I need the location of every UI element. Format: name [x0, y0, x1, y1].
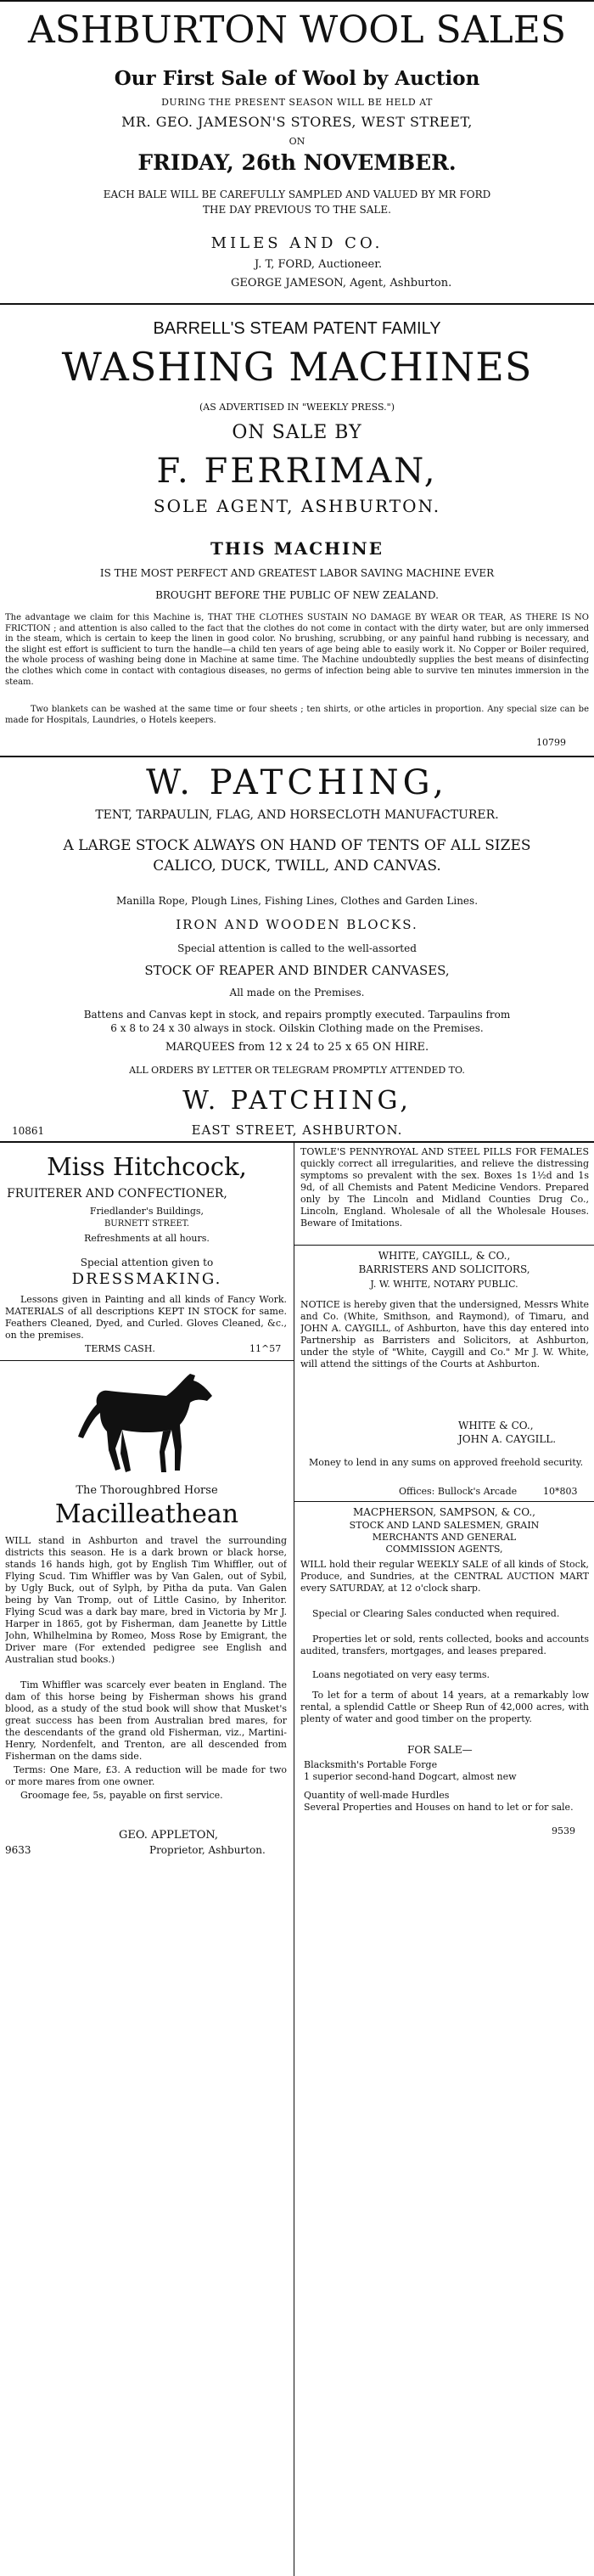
patching-title: W. PATCHING,: [146, 763, 448, 802]
washing-ref: 10799: [536, 737, 566, 748]
wool-date: FRIDAY, 26th NOVEMBER.: [137, 150, 457, 175]
macpherson-ref: 9539: [552, 1825, 575, 1836]
patching-canvases: STOCK OF REAPER AND BINDER CANVASES,: [144, 963, 450, 978]
horse-sig2: Proprietor, Ashburton.: [149, 1844, 266, 1856]
hitchcock-rule: [0, 1360, 294, 1361]
macpherson-body3: Properties let or sold, rents collected, books and accounts audited, transfers, mortgages, and leases prepared.: [300, 1634, 589, 1656]
horse-caption: The Thoroughbred Horse: [76, 1484, 218, 1497]
patching-blocks: IRON AND WOODEN BLOCKS.: [176, 917, 418, 932]
horse-illustration: [71, 1370, 221, 1479]
macpherson-item4: Several Properties and Houses on hand to let or for sale.: [304, 1802, 574, 1813]
wool-intro: DURING THE PRESENT SEASON WILL BE HELD AT: [161, 97, 433, 108]
hitchcock-terms: TERMS CASH.: [85, 1343, 155, 1354]
washing-advertised: (AS ADVERTISED IN "WEEKLY PRESS."): [199, 402, 395, 413]
hitchcock-building: Friedlander's Buildings,: [89, 1206, 205, 1217]
macpherson-body2: Special or Clearing Sales conducted when required.: [312, 1608, 560, 1619]
patching-premises: All made on the Premises.: [229, 987, 365, 998]
white-title: WHITE, CAYGILL, & CO.,: [378, 1250, 511, 1262]
patching-sig: W. PATCHING,: [182, 1086, 412, 1116]
wool-title: ASHBURTON WOOL SALES: [28, 8, 566, 52]
white-sig2: JOHN A. CAYGILL.: [458, 1433, 557, 1445]
washing-claim1: IS THE MOST PERFECT AND GREATEST LABOR SAVING MACHINE EVER: [99, 567, 495, 579]
wool-on: ON: [289, 136, 305, 147]
white-sub: BARRISTERS AND SOLICITORS,: [358, 1263, 530, 1275]
hitchcock-name: Miss Hitchcock,: [47, 1152, 247, 1181]
horse-body4: Groomage fee, 5s, payable on first service.: [20, 1790, 223, 1801]
wool-agent: GEORGE JAMESON, Agent, Ashburton.: [231, 277, 452, 290]
horse-sig: GEO. APPLETON,: [119, 1829, 219, 1842]
macpherson-body5: To let for a term of about 14 years, at a remarkably low rental, a splendid Cattle or Sheep Run of 42,000 acres, with plenty of water and good timber on the property.: [300, 1690, 589, 1724]
white-ref: 10*803: [543, 1486, 578, 1497]
washing-body: The advantage we claim for this Machine is, THAT THE CLOTHES SUSTAIN NO DAMAGE BY WEAR OR TEAR, AS THERE IS NO FRICTION ; and attention is also called to the fact that the clothes do not come in contact with the dirty water, but are only immersed in the steam, which is certain to keep the linen in good color. No brushing, scrubbing, or any painful hand rubbing is necessary, and the slight est effort is sufficient to turn the handle—a child ten years of age being able to easily work it. No Copper or Boiler required, the whole process of washing being done in Machine at same time. The Machine undoubtedly supplies the best means of disinfecting the clothes which come in contact with contagious diseases, no germs of infection being able to survive ten minutes immersion in the steam.: [5, 613, 589, 687]
hitchcock-trade: FRUITERER AND CONFECTIONER,: [7, 1187, 227, 1201]
washing-bottom-rule: [0, 756, 594, 757]
white-rule: [294, 1501, 594, 1502]
macpherson-item3: Quantity of well-made Hurdles: [304, 1790, 450, 1801]
horse-body: WILL stand in Ashburton and travel the surrounding districts this season. He is a dark brown or black horse, stands 16 hands high, got by English Tim Whiffler, out of Flying Scud. Tim Whiffler was by Van Galen, out of Sybil, by Ugly Buck, out of Sylph, by Pitha da puta. Van Galen being by Van Tromp, out of Little Casino, by Inheritor. Flying Scud was a dark bay mare, bred in Victoria by Mr J. Harper in 1865, got by Fisherman, dam Jeanette by Little John, Whilhelmina by Romeo, Moss Rose by Emigrant, the Driver mare (For extended pedigree see English and Australian stud books.): [5, 1535, 287, 1665]
washing-body2: Two blankets can be washed at the same time or four sheets ; ten shirts, or othe articles in proportion. Any special size can be made for Hospitals, Laundries, o Hotels keepers.: [5, 705, 589, 725]
white-sig1: WHITE & CO.,: [458, 1420, 534, 1431]
hitchcock-body: Lessons given in Painting and all kinds of Fancy Work. MATERIALS of all descriptions KEPT IN STOCK for same. Feathers Cleaned, Dyed, and Curled. Gloves Cleaned, &c., on the premises.: [5, 1294, 287, 1341]
patching-battens1: Battens and Canvas kept in stock, and repairs promptly executed. Tarpaulins from: [83, 1009, 511, 1021]
horse-body3: Terms: One Mare, £3. A reduction will be made for two or more mares from one owner.: [5, 1764, 287, 1787]
washing-sole-agent: SOLE AGENT, ASHBURTON.: [153, 496, 441, 516]
macpherson-body4: Loans negotiated on very easy terms.: [312, 1669, 490, 1680]
patching-marquees: MARQUEES from 12 x 24 to 25 x 65 ON HIRE.: [165, 1041, 429, 1054]
white-notary: J. W. WHITE, NOTARY PUBLIC.: [370, 1279, 518, 1290]
wool-venue: MR. GEO. JAMESON'S STORES, WEST STREET,: [121, 114, 473, 130]
white-money: Money to lend in any sums on approved freehold security.: [309, 1457, 584, 1468]
white-offices: Offices: Bullock's Arcade: [399, 1486, 518, 1497]
towle-rule: [294, 1245, 594, 1246]
hitchcock-ref: 11^57: [249, 1343, 282, 1354]
macpherson-item2: 1 superior second-hand Dogcart, almost new: [304, 1771, 517, 1782]
patching-battens2: 6 x 8 to 24 x 30 always in stock. Oilskin Clothing made on the Premises.: [110, 1022, 484, 1034]
patching-bottom-rule: [0, 1141, 594, 1143]
white-body: NOTICE is hereby given that the undersigned, Messrs White and Co. (White, Smithson, and Raymond), of Timaru, and JOHN A. CAYGILL, of Ashburton, have this day entered into Partnership as Barristers and Solicitors, at Ashburton, under the style of "White, Caygill and Co." Mr J. W. White, will attend the sittings of the Courts at Ashburton.: [300, 1299, 589, 1370]
washing-title: WASHING MACHINES: [61, 344, 533, 390]
macpherson-item1: Blacksmith's Portable Forge: [304, 1759, 438, 1770]
towle-body: TOWLE'S PENNYROYAL AND STEEL PILLS FOR FEMALES quickly correct all irregularities, and relieve the distressing symptoms so prevalent with the sex. Boxes 1s 1½d and 1s 9d, of all Chemists and Patent Medicine Vendors. Prepared only by The Lincoln and Midland Counties Drug Co., Lincoln, England. Wholesale of all the Wholesale Houses. Beware of Imitations.: [300, 1146, 589, 1229]
hitchcock-special: Special attention given to: [80, 1257, 214, 1268]
washing-top: BARRELL'S STEAM PATENT FAMILY: [153, 319, 441, 338]
patching-ref: 10861: [12, 1125, 45, 1137]
top-rule: [0, 0, 594, 2]
macpherson-sub1: STOCK AND LAND SALESMEN, GRAIN: [349, 1520, 540, 1531]
wool-headline: Our First Sale of Wool by Auction: [114, 67, 480, 90]
macpherson-sub2: MERCHANTS AND GENERAL: [372, 1532, 517, 1543]
washing-seller: F. FERRIMAN,: [156, 452, 438, 491]
wool-note2: THE DAY PREVIOUS TO THE SALE.: [203, 204, 391, 216]
horse-ref: 9633: [5, 1844, 31, 1856]
patching-trade: TENT, TARPAULIN, FLAG, AND HORSECLOTH MANUFACTURER.: [95, 808, 499, 822]
patching-lines: Manilla Rope, Plough Lines, Fishing Lines, Clothes and Garden Lines.: [115, 895, 479, 907]
wool-note1: EACH BALE WILL BE CAREFULLY SAMPLED AND VALUED BY MR FORD: [103, 188, 491, 200]
macpherson-sub3: COMMISSION AGENTS,: [385, 1544, 503, 1555]
wool-bottom-rule: [0, 303, 594, 305]
washing-claim2: BROUGHT BEFORE THE PUBLIC OF NEW ZEALAND.: [155, 589, 439, 601]
macpherson-title: MACPHERSON, SAMPSON, & CO.,: [353, 1506, 535, 1518]
macpherson-forsale: FOR SALE—: [407, 1744, 473, 1756]
wool-firm: MILES AND CO.: [210, 234, 384, 252]
hitchcock-refresh: Refreshments at all hours.: [84, 1233, 210, 1244]
horse-body2: Tim Whiffler was scarcely ever beaten in England. The dam of this horse being by Fisherman shows his grand blood, as a study of the stud book will show that Musket's great success has been from Australian bred mares, for the descendants of the grand old Fisherman, viz., Martini-Henry, Nordenfelt, and Trenton, are all descended from Fisherman on the dams side.: [5, 1679, 287, 1762]
horse-name: Macilleathean: [54, 1499, 239, 1529]
hitchcock-street: BURNETT STREET.: [104, 1219, 190, 1229]
wool-auctioneer: J. T, FORD, Auctioneer.: [255, 258, 383, 271]
hitchcock-dress: DRESSMAKING.: [71, 1270, 222, 1288]
patching-special: Special attention is called to the well-assorted: [177, 942, 417, 954]
patching-stock1: A LARGE STOCK ALWAYS ON HAND OF TENTS OF ALL SIZES: [63, 837, 531, 854]
patching-address: EAST STREET, ASHBURTON.: [191, 1122, 403, 1138]
macpherson-body: WILL hold their regular WEEKLY SALE of all kinds of Stock, Produce, and Sundries, at the CENTRAL AUCTION MART every SATURDAY, at 12 o'clock sharp.: [300, 1559, 589, 1594]
patching-orders: ALL ORDERS BY LETTER OR TELEGRAM PROMPTLY ATTENDED TO.: [129, 1065, 465, 1076]
washing-on-sale: ON SALE BY: [232, 422, 362, 443]
patching-stock2: CALICO, DUCK, TWILL, AND CANVAS.: [153, 858, 441, 875]
washing-this-machine: THIS MACHINE: [210, 538, 384, 559]
